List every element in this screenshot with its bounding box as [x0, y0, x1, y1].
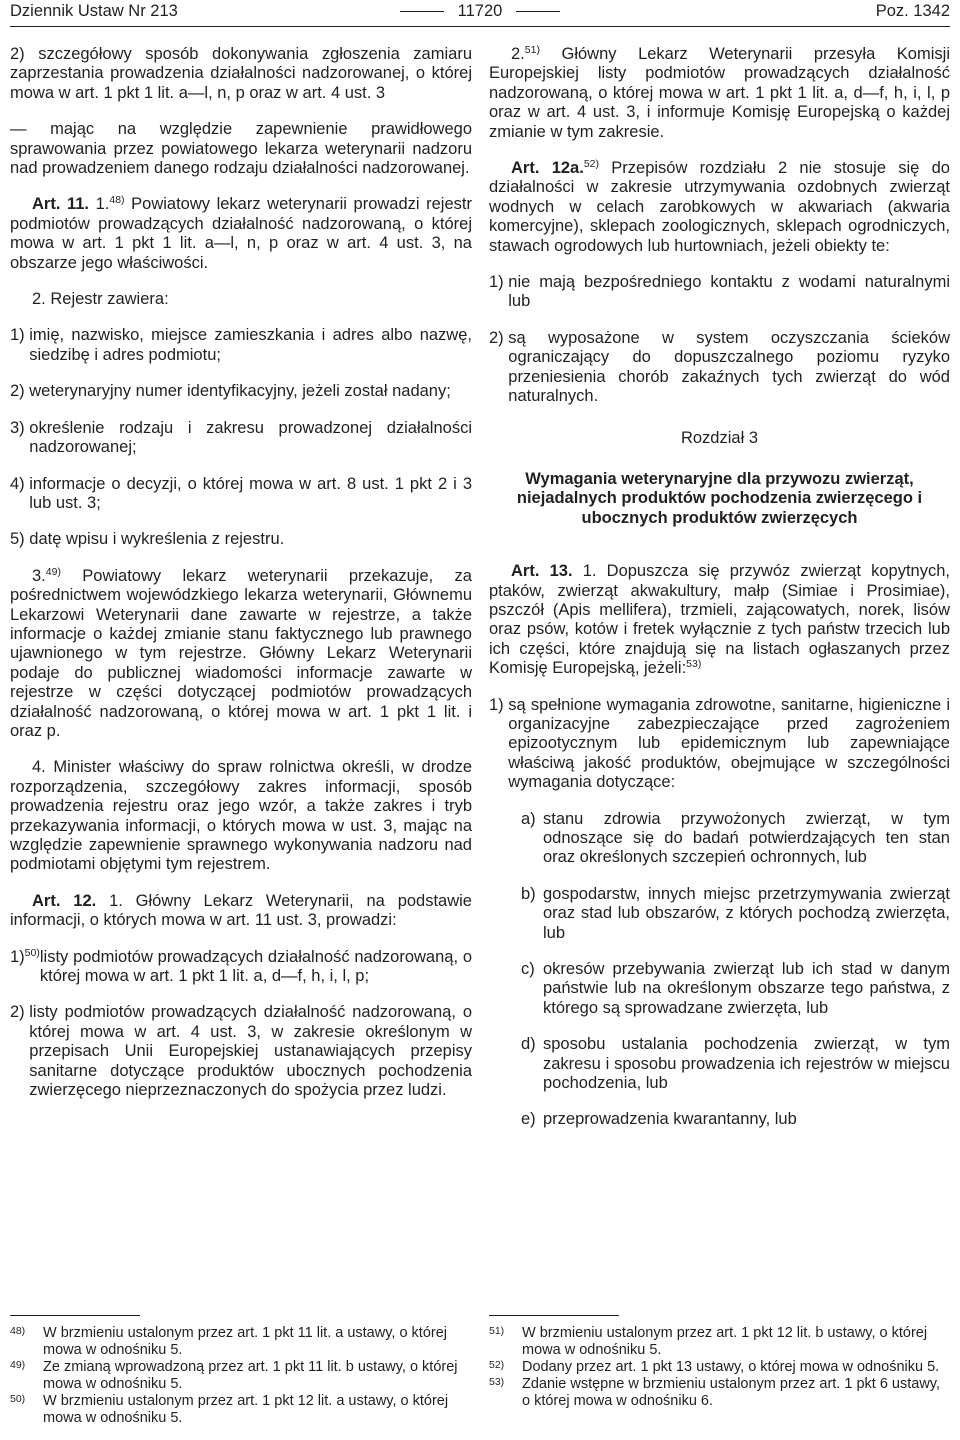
list-item [10, 530, 472, 549]
footnote-mark: 51) [489, 1325, 505, 1337]
sub-item-text: sposobu ustalania pochodzenia zwierząt, w tym zakresu i sposobu prowadzenia ich rejestrów w miejscu pochodzenia, lub [543, 1035, 950, 1093]
art-12-para-2 [489, 45, 950, 142]
footnote-ref-53[interactable]: 53) [686, 658, 702, 671]
sub-item-num: a) [521, 809, 536, 828]
sub-item-num: e) [521, 1110, 536, 1129]
art-12-para-2-text: Główny Lekarz Weterynarii przesyła Komisji Europejskiej listy podmiotów prowadzących działalność nadzorowaną, o której mowa w art. 1 pkt 1 lit. a, d—f, h, i, l, p oraz w art. 4 ust. 3, i informuje Komisję Europejską o każdej zmianie w tym zakresie. [489, 45, 950, 141]
footnotes-left [10, 1325, 472, 1427]
list-item-num: 2) [10, 382, 30, 401]
item-2-intro: 2) szczegółowy sposób dokonywania zgłoszenia zamiaru zaprzestania prowadzenia działalności nadzorowanej, o której mowa w art. 1 pkt 1 lit. a—l, n, p oraz w art. 4 ust. 3 [10, 45, 472, 102]
footnote [489, 1376, 950, 1410]
list-item-num: 1) [10, 326, 30, 345]
list-item-text: listy podmiotów prowadzących działalność nadzorowaną, o której mowa w art. 4 ust. 3, w zakresie określonym w przepisach Unii Europejskiej ustanawiających przepisy sanitarne dotyczące produktów ubocznych pochodzenia zwierzęcego nieprzeznaczonych do spożycia przez ludzi. [29, 1003, 472, 1100]
sub-item [521, 1035, 950, 1093]
list-item-num: 5) [10, 530, 30, 549]
footnote-text: Dodany przez art. 1 pkt 13 ustawy, o której mowa w odnośniku 5. [522, 1359, 940, 1375]
sub-item [521, 885, 950, 943]
list-item-text: weterynaryjny numer identyfikacyjny, jeżeli został nadany; [29, 382, 451, 401]
art-13-para-1 [489, 562, 950, 678]
list-item [10, 1003, 472, 1100]
footnote-mark: 52) [489, 1359, 505, 1371]
art-11-para-3-num: 3. [32, 566, 46, 585]
footnote-ref-50[interactable]: 50) [24, 946, 40, 959]
sub-item-text: stanu zdrowia przywożonych zwierząt, w tym odnoszące się do badań potwierdzających ten stan oraz określonych szczepień ochronnych, lub [543, 809, 950, 867]
list-item-text: informacje o decyzji, o której mowa w art. 8 ust. 1 pkt 2 i 3 lub ust. 3; [29, 474, 472, 512]
art-11-label: Art. 11. [32, 195, 90, 214]
footnote-mark: 49) [10, 1359, 26, 1371]
art-11-para-2 [10, 290, 472, 309]
sub-item-num: d) [521, 1035, 536, 1054]
footnote-text: Zdanie wstępne w brzmieniu ustalonym przez art. 1 pkt 6 ustawy, o której mowa w odnośniku 6. [522, 1376, 941, 1409]
footnote-text: W brzmieniu ustalonym przez art. 1 pkt 12 lit. b ustawy, o której mowa w odnośniku 5. [522, 1325, 928, 1358]
sub-item [521, 960, 950, 1018]
list-item-text: są wyposażone w system oczyszczania ścieków ograniczający do dopuszczalnego poziomu ryzyko przeniesienia chorób zakaźnych tych zwierząt do wód naturalnych. [508, 328, 950, 406]
footnote-ref-52[interactable]: 52) [583, 158, 599, 171]
sub-item-text: gospodarstw, innych miejsc przetrzymywania zwierząt oraz stad lub obszarów, z których pochodzą zwierzęta, lub [543, 884, 950, 942]
art-12-label: Art. 12. [32, 891, 97, 910]
art-11-para-1 [10, 195, 472, 273]
sub-item-num: b) [521, 884, 536, 903]
list-item [489, 329, 950, 407]
art-11-para-4: 4. Minister właściwy do spraw rolnictwa określi, w drodze rozporządzenia, szczegółowy zakres informacji, sposób prowadzenia rejestru oraz jego wzór, a także zakres i tryb przekazywania informacji, o których mowa w ust. 3, mając na względzie zapewnienie sprawnego wykonywania nadzoru nad podmiotami objętymi tym rejestrem. [10, 758, 472, 874]
art-11-para-2-num: 2. [32, 290, 46, 309]
footnote-ref-49[interactable]: 49) [45, 565, 61, 578]
footnote-text: W brzmieniu ustalonym przez art. 1 pkt 12 lit. a ustawy, o której mowa w odnośniku 5. [43, 1393, 449, 1426]
list-item-text: imię, nazwisko, miejsce zamieszkania i adres albo nazwę, siedzibę i adres podmiotu; [29, 326, 472, 364]
sub-item-text: przeprowadzenia kwarantanny, lub [543, 1110, 797, 1129]
header-rule [10, 26, 950, 27]
art-11-para-1-num: 1. [95, 195, 110, 214]
art-12a-text: Przepisów rozdziału 2 nie stosuje się do działalności w zakresie utrzymywania ozdobnych zwierząt wodnych w celach zarobkowych w akwariach (akwaria komercyjne), sklepach zoologicznych, sklepach ogrodniczych, stawach ogrodowych lub hurtowniach, jeżeli obiekty te: [489, 159, 950, 255]
position-number: Poz. 1342 [875, 2, 950, 20]
art-12a-label: Art. 12a. [511, 159, 584, 178]
list-item [10, 475, 472, 514]
sub-item [521, 810, 950, 868]
list-item-num: 2) [489, 328, 509, 347]
list-item-text: są spełnione wymagania zdrowotne, sanitarne, higieniczne i organizacyjne zabezpieczające przed zagrożeniem epizootycznym lub epidemicznym lub zapewniające właściwą jakość produktów, obejmujące w szczególności wymagania dotyczące: [508, 695, 950, 792]
dash-right [516, 11, 560, 12]
art-11-para-1-text: Powiatowy lekarz weterynarii prowadzi rejestr podmiotów prowadzących działalność nadzorowaną, o której mowa w art. 1 pkt 1 lit. a—l, n, p oraz w art. 4 ust. 3, na obszarze jego właściwości. [10, 195, 472, 272]
footnote-mark: 53) [489, 1376, 505, 1388]
art-13-label: Art. 13. [511, 562, 573, 581]
dash-left [400, 11, 444, 12]
art-12-para-1 [10, 892, 472, 931]
footnote-mark: 48) [10, 1325, 26, 1337]
art-11-para-3 [10, 567, 472, 742]
art-12-para-2-num: 2. [511, 45, 525, 63]
footnote-text: W brzmieniu ustalonym przez art. 1 pkt 11 lit. a ustawy, o której mowa w odnośniku 5. [43, 1325, 448, 1358]
list-item-num: 3) [10, 418, 30, 437]
list-item [489, 273, 950, 312]
left-column [10, 45, 472, 1117]
footnote [10, 1393, 472, 1427]
list-item-num [10, 948, 40, 987]
list-item-text: listy podmiotów prowadzących działalność nadzorowaną, o której mowa w art. 1 pkt 1 lit. a, d—f, h, i, l, p; [39, 947, 472, 986]
page-header [10, 0, 950, 26]
sub-item [521, 1110, 950, 1129]
art-13-text: 1. Dopuszcza się przywóz zwierząt kopytnych, ptaków, zwierząt akwakultury, małp (Simiae i Prosimiae), pszczół (Apis mellifera), trzmieli, zającowatych, norek, lisów oraz psów, kotów i fretek wyłącznie z tych państw trzecich lub ich części, które znajdują się na listach ogłaszanych przez Komisję Europejską, jeżeli: [489, 562, 950, 678]
footnote [489, 1325, 950, 1359]
art-11-para-2-text: Rejestr zawiera: [50, 290, 169, 309]
chapter-label: Rozdział 3 [680, 428, 759, 447]
list-item [489, 696, 950, 793]
footnote-text: Ze zmianą wprowadzoną przez art. 1 pkt 11 lit. b ustawy, o której mowa w odnośniku 5. [43, 1359, 458, 1392]
journal-title: Dziennik Ustaw Nr 213 [10, 2, 178, 20]
list-item-num-text: 1) [10, 947, 25, 966]
list-item-num: 1) [489, 273, 509, 292]
art-12-para-1-text: 1. Główny Lekarz Weterynarii, na podstawie informacji, o których mowa w art. 11 ust. 3, prowadzi: [10, 891, 472, 930]
list-item-num: 1) [489, 695, 509, 714]
footnote [10, 1359, 472, 1393]
footnotes-right [489, 1325, 950, 1410]
art-11-para-3-text: Powiatowy lekarz weterynarii przekazuje, za pośrednictwem wojewódzkiego lekarza weterynarii, Głównemu Lekarzowi Weterynarii dane zawarte w rejestrze, a także informacje o każdej zmianie stanu faktycznego lub prawnego ujawnionego w tym rejestrze. Główny Lekarz Weterynarii podaje do publicznej wiadomości informacje zawarte w rejestrze w części dotyczącej podmiotów prowadzących działalność nadzorowaną, o której mowa w art. 1 pkt 1 lit. i oraz p. [10, 566, 472, 740]
footnote-rule-left [10, 1315, 140, 1316]
footnote-mark: 50) [10, 1393, 26, 1405]
list-item [10, 326, 472, 365]
list-item [10, 948, 472, 987]
list-item-text: datę wpisu i wykreślenia z rejestru. [29, 530, 285, 549]
list-item-text: określenie rodzaju i zakresu prowadzonej działalności nadzorowanej; [29, 418, 472, 457]
footnote [10, 1325, 472, 1359]
art-12a [489, 159, 950, 256]
list-item [10, 419, 472, 458]
page-number: 11720 [457, 2, 503, 20]
footnote-ref-51[interactable]: 51) [524, 44, 540, 56]
list-item-num: 2) [10, 1003, 30, 1022]
footnote-rule-right [489, 1315, 619, 1316]
right-column [489, 45, 950, 1147]
list-item [10, 382, 472, 401]
footnote [489, 1359, 950, 1376]
list-item-num: 4) [10, 474, 30, 493]
sub-item-text: okresów przebywania zwierząt lub ich stad w danym państwie lub na określonym obszarze tego państwa, z którego są sprowadzane zwierzęta, lub [543, 960, 950, 1017]
list-item-text: nie mają bezpośredniego kontaktu z wodami naturalnymi lub [508, 273, 950, 311]
page-number-block [10, 0, 950, 22]
footnote-ref-48[interactable]: 48) [109, 194, 125, 207]
sub-item-num: c) [521, 960, 535, 979]
closing-clause: — mając na względzie zapewnienie prawidłowego sprawowania przez powiatowego lekarza weterynarii nadzoru nad prowadzeniem danego rodzaju działalności nadzorowanej. [10, 120, 472, 178]
chapter-title: Wymagania weterynaryjne dla przywozu zwierząt, niejadalnych produktów pochodzenia zwierzęcego i ubocznych produktów zwierzęcych [516, 469, 923, 527]
